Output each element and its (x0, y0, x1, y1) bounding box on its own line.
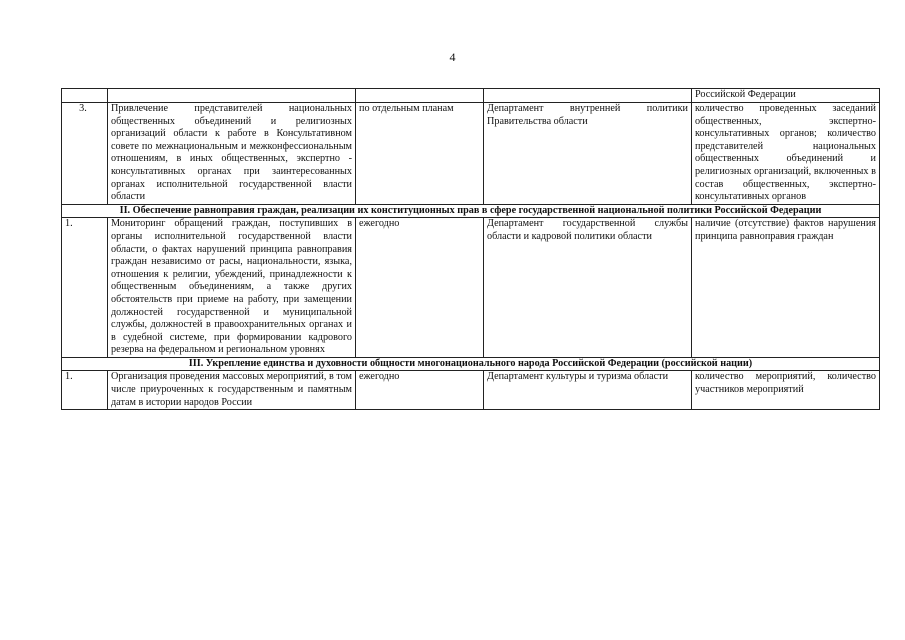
cell-executor (484, 89, 692, 103)
page-number: 4 (449, 50, 456, 64)
cell-number (62, 89, 108, 103)
section-header-row (62, 357, 880, 371)
cell-deadline: ежегодно (356, 218, 484, 358)
section-title: II. Обеспечение равноправия граждан, реализации их конституционных прав в сфере государственной национальной политики Российской Федерации (62, 204, 880, 218)
cell-deadline (356, 89, 484, 103)
section-title: III. Укрепление единства и духовности общности многонационального народа Российской Федерации (российской нации) (62, 357, 880, 371)
cell-number: 3. (62, 103, 108, 205)
table-row (62, 371, 880, 410)
cell-measure: Мониторинг обращений граждан, поступивших в органы исполнительной государственной власти области, о фактах нарушений принципа равноправия граждан независимо от расы, национальности, языка, отношения к религии, убеждений, принадлежности к общественным объединениям, а также других обстоятельств при приеме на работу, при замещении должностей государственной и муниципальной службы, должностей в правоохранительных органах и в судебной системе, при формировании кадрового резерва на федеральном и региональном уровнях (108, 218, 356, 358)
section-header-row (62, 204, 880, 218)
cell-number: 1. (62, 371, 108, 410)
measures-table (61, 88, 880, 410)
cell-deadline: ежегодно (356, 371, 484, 410)
table-row (62, 103, 880, 205)
table-row-continuation (62, 89, 880, 103)
cell-number: 1. (62, 218, 108, 358)
table-row (62, 218, 880, 358)
cell-measure: Организация проведения массовых мероприятий, в том числе приуроченных к государственным и памятным датам в истории народов России (108, 371, 356, 410)
cell-measure: Привлечение представителей национальных общественных объединений и религиозных организаций области к работе в Консультативном совете по межнациональным и межконфессиональным отношениям, в иных общественных, экспертно - консультативных органах при заинтересованных органах исполнительной государственной власти области (108, 103, 356, 205)
cell-indicator: наличие (отсутствие) фактов нарушения принципа равноправия граждан (692, 218, 880, 358)
cell-executor: Департамент государственной службы области и кадровой политики области (484, 218, 692, 358)
cell-indicator: количество мероприятий, количество участников мероприятий (692, 371, 880, 410)
cell-indicator: количество проведенных заседаний общественных, экспертно- консультативных органов; количество представителей национальных общественных объединений и религиозных организаций, включенных в состав общественных, экспертно-консультативных органов (692, 103, 880, 205)
cell-measure (108, 89, 356, 103)
cell-executor: Департамент культуры и туризма области (484, 371, 692, 410)
cell-indicator: Российской Федерации (692, 89, 880, 103)
cell-executor: Департамент внутренней политики Правительства области (484, 103, 692, 205)
cell-deadline: по отдельным планам (356, 103, 484, 205)
